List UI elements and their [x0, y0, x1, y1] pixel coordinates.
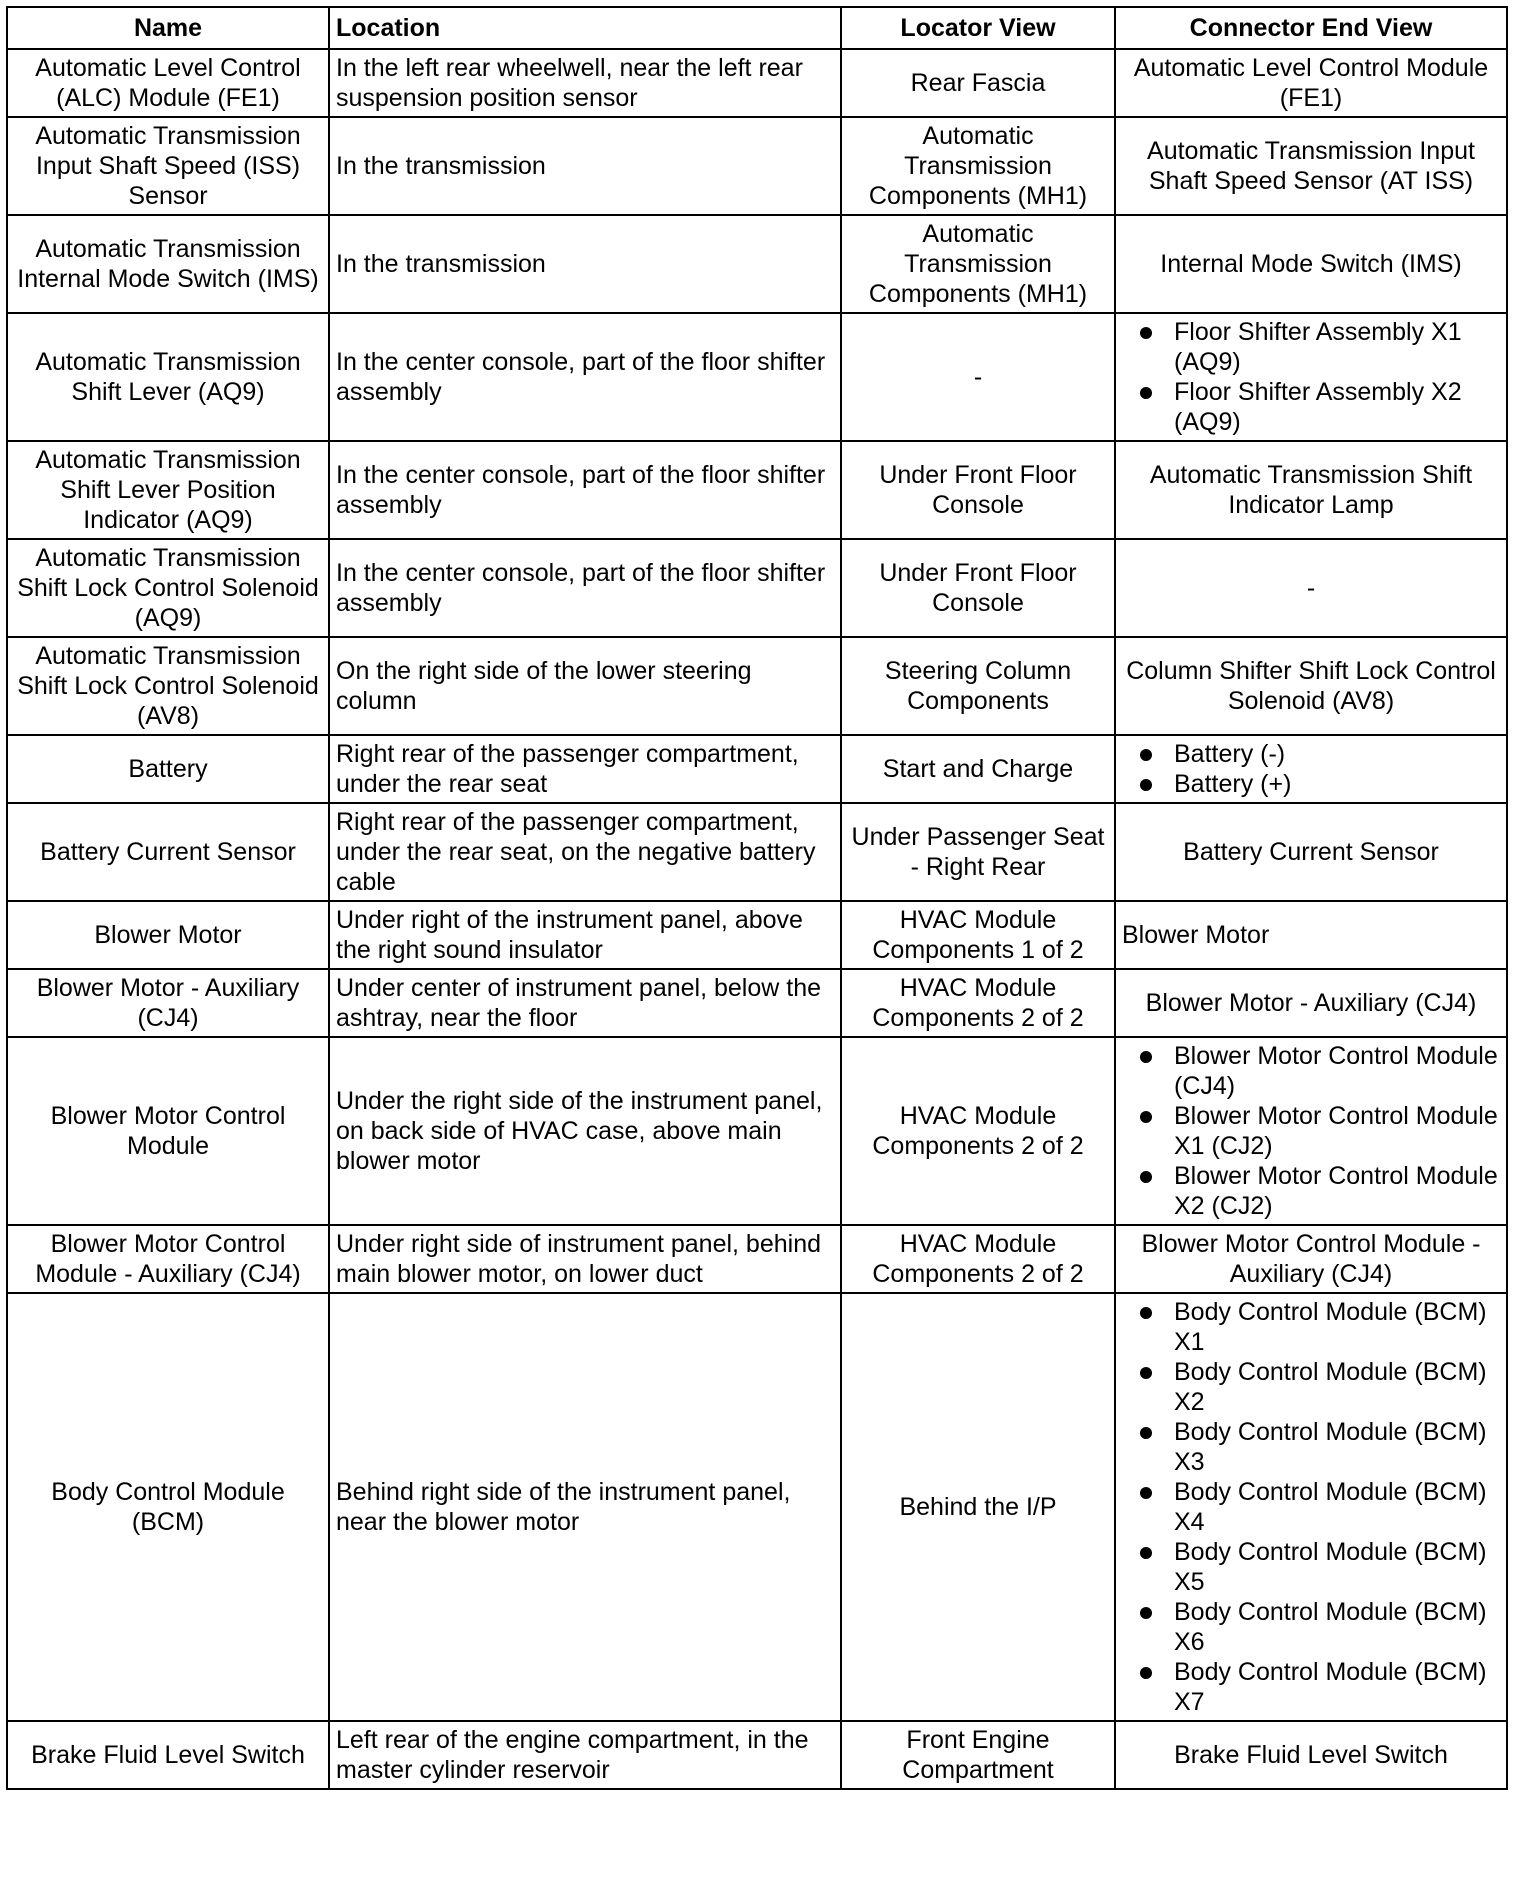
- cell-location: Under right of the instrument panel, above the right sound insulator: [329, 901, 841, 969]
- table-row: [7, 1225, 1507, 1293]
- cell-name: Automatic Transmission Internal Mode Switch (IMS): [7, 215, 329, 313]
- cell-locator-view: HVAC Module Components 1 of 2: [841, 901, 1115, 969]
- cell-connector-end-view: Blower Motor - Auxiliary (CJ4): [1115, 969, 1507, 1037]
- cell-location: Under right side of instrument panel, behind main blower motor, on lower duct: [329, 1225, 841, 1293]
- cell-locator-view: -: [841, 313, 1115, 441]
- table-row: [7, 117, 1507, 215]
- cell-connector-end-view: Column Shifter Shift Lock Control Solenoid (AV8): [1115, 637, 1507, 735]
- connector-list: [1122, 739, 1500, 799]
- cell-locator-view: Start and Charge: [841, 735, 1115, 803]
- cell-connector-end-view: -: [1115, 539, 1507, 637]
- cell-locator-view: Automatic Transmission Components (MH1): [841, 117, 1115, 215]
- cell-connector-end-view: Automatic Transmission Input Shaft Speed Sensor (AT ISS): [1115, 117, 1507, 215]
- connector-list: [1122, 1297, 1500, 1717]
- table-row: [7, 441, 1507, 539]
- cell-connector-end-view: Blower Motor: [1115, 901, 1507, 969]
- table-row: [7, 215, 1507, 313]
- cell-location: Under the right side of the instrument panel, on back side of HVAC case, above main blower motor: [329, 1037, 841, 1225]
- cell-location: Left rear of the engine compartment, in the master cylinder reservoir: [329, 1721, 841, 1789]
- cell-locator-view: HVAC Module Components 2 of 2: [841, 1225, 1115, 1293]
- connector-list-item: Body Control Module (BCM) X5: [1140, 1537, 1500, 1597]
- cell-name: Blower Motor Control Module - Auxiliary (CJ4): [7, 1225, 329, 1293]
- connector-list-item: Blower Motor Control Module (CJ4): [1140, 1041, 1500, 1101]
- cell-name: Automatic Transmission Shift Lever Position Indicator (AQ9): [7, 441, 329, 539]
- cell-connector-end-view: Blower Motor Control Module - Auxiliary (CJ4): [1115, 1225, 1507, 1293]
- connector-list-item: Battery (+): [1140, 769, 1500, 799]
- cell-location: Right rear of the passenger compartment, under the rear seat, on the negative battery cable: [329, 803, 841, 901]
- cell-name: Battery: [7, 735, 329, 803]
- cell-name: Blower Motor Control Module: [7, 1037, 329, 1225]
- column-header-location: Location: [329, 7, 841, 49]
- cell-locator-view: Under Front Floor Console: [841, 441, 1115, 539]
- cell-locator-view: Under Front Floor Console: [841, 539, 1115, 637]
- cell-location: Right rear of the passenger compartment, under the rear seat: [329, 735, 841, 803]
- cell-location: Under center of instrument panel, below the ashtray, near the floor: [329, 969, 841, 1037]
- cell-connector-end-view: [1115, 313, 1507, 441]
- cell-locator-view: HVAC Module Components 2 of 2: [841, 969, 1115, 1037]
- connector-list-item: Body Control Module (BCM) X2: [1140, 1357, 1500, 1417]
- cell-location: In the center console, part of the floor shifter assembly: [329, 539, 841, 637]
- cell-connector-end-view: [1115, 1293, 1507, 1721]
- cell-location: In the transmission: [329, 117, 841, 215]
- connector-list: [1122, 317, 1500, 437]
- cell-locator-view: Automatic Transmission Components (MH1): [841, 215, 1115, 313]
- table-row: [7, 637, 1507, 735]
- column-header-name: Name: [7, 7, 329, 49]
- connector-list-item: Battery (-): [1140, 739, 1500, 769]
- cell-connector-end-view: Brake Fluid Level Switch: [1115, 1721, 1507, 1789]
- cell-name: Brake Fluid Level Switch: [7, 1721, 329, 1789]
- table-row: [7, 901, 1507, 969]
- connector-list-item: Blower Motor Control Module X1 (CJ2): [1140, 1101, 1500, 1161]
- table-row: [7, 735, 1507, 803]
- cell-location: Behind right side of the instrument panel, near the blower motor: [329, 1293, 841, 1721]
- table-row: [7, 49, 1507, 117]
- table-row: [7, 1721, 1507, 1789]
- cell-location: In the center console, part of the floor shifter assembly: [329, 441, 841, 539]
- column-header-connector-end-view: Connector End View: [1115, 7, 1507, 49]
- column-header-locator-view: Locator View: [841, 7, 1115, 49]
- table-row: [7, 539, 1507, 637]
- connector-list-item: Body Control Module (BCM) X4: [1140, 1477, 1500, 1537]
- cell-name: Body Control Module (BCM): [7, 1293, 329, 1721]
- header-row: [7, 7, 1507, 49]
- connector-list: [1122, 1041, 1500, 1221]
- cell-locator-view: Steering Column Components: [841, 637, 1115, 735]
- cell-connector-end-view: [1115, 735, 1507, 803]
- cell-connector-end-view: Internal Mode Switch (IMS): [1115, 215, 1507, 313]
- cell-name: Automatic Transmission Shift Lock Control Solenoid (AQ9): [7, 539, 329, 637]
- cell-locator-view: Behind the I/P: [841, 1293, 1115, 1721]
- cell-location: In the left rear wheelwell, near the left rear suspension position sensor: [329, 49, 841, 117]
- cell-locator-view: HVAC Module Components 2 of 2: [841, 1037, 1115, 1225]
- cell-locator-view: Front Engine Compartment: [841, 1721, 1115, 1789]
- table-row: [7, 1037, 1507, 1225]
- cell-location: In the transmission: [329, 215, 841, 313]
- cell-locator-view: Rear Fascia: [841, 49, 1115, 117]
- cell-name: Automatic Transmission Input Shaft Speed (ISS) Sensor: [7, 117, 329, 215]
- cell-name: Automatic Level Control (ALC) Module (FE1): [7, 49, 329, 117]
- cell-location: On the right side of the lower steering column: [329, 637, 841, 735]
- component-locator-table: [6, 6, 1508, 1790]
- connector-list-item: Floor Shifter Assembly X1 (AQ9): [1140, 317, 1500, 377]
- table-row: [7, 1293, 1507, 1721]
- cell-connector-end-view: Battery Current Sensor: [1115, 803, 1507, 901]
- cell-name: Battery Current Sensor: [7, 803, 329, 901]
- cell-connector-end-view: Automatic Level Control Module (FE1): [1115, 49, 1507, 117]
- connector-list-item: Body Control Module (BCM) X6: [1140, 1597, 1500, 1657]
- table-body: [7, 49, 1507, 1789]
- table-row: [7, 313, 1507, 441]
- cell-connector-end-view: Automatic Transmission Shift Indicator Lamp: [1115, 441, 1507, 539]
- connector-list-item: Body Control Module (BCM) X1: [1140, 1297, 1500, 1357]
- cell-name: Automatic Transmission Shift Lock Control Solenoid (AV8): [7, 637, 329, 735]
- table-row: [7, 803, 1507, 901]
- cell-name: Blower Motor: [7, 901, 329, 969]
- table-row: [7, 969, 1507, 1037]
- connector-list-item: Body Control Module (BCM) X7: [1140, 1657, 1500, 1717]
- cell-name: Automatic Transmission Shift Lever (AQ9): [7, 313, 329, 441]
- connector-list-item: Blower Motor Control Module X2 (CJ2): [1140, 1161, 1500, 1221]
- cell-location: In the center console, part of the floor shifter assembly: [329, 313, 841, 441]
- cell-name: Blower Motor - Auxiliary (CJ4): [7, 969, 329, 1037]
- cell-locator-view: Under Passenger Seat - Right Rear: [841, 803, 1115, 901]
- connector-list-item: Floor Shifter Assembly X2 (AQ9): [1140, 377, 1500, 437]
- cell-connector-end-view: [1115, 1037, 1507, 1225]
- connector-list-item: Body Control Module (BCM) X3: [1140, 1417, 1500, 1477]
